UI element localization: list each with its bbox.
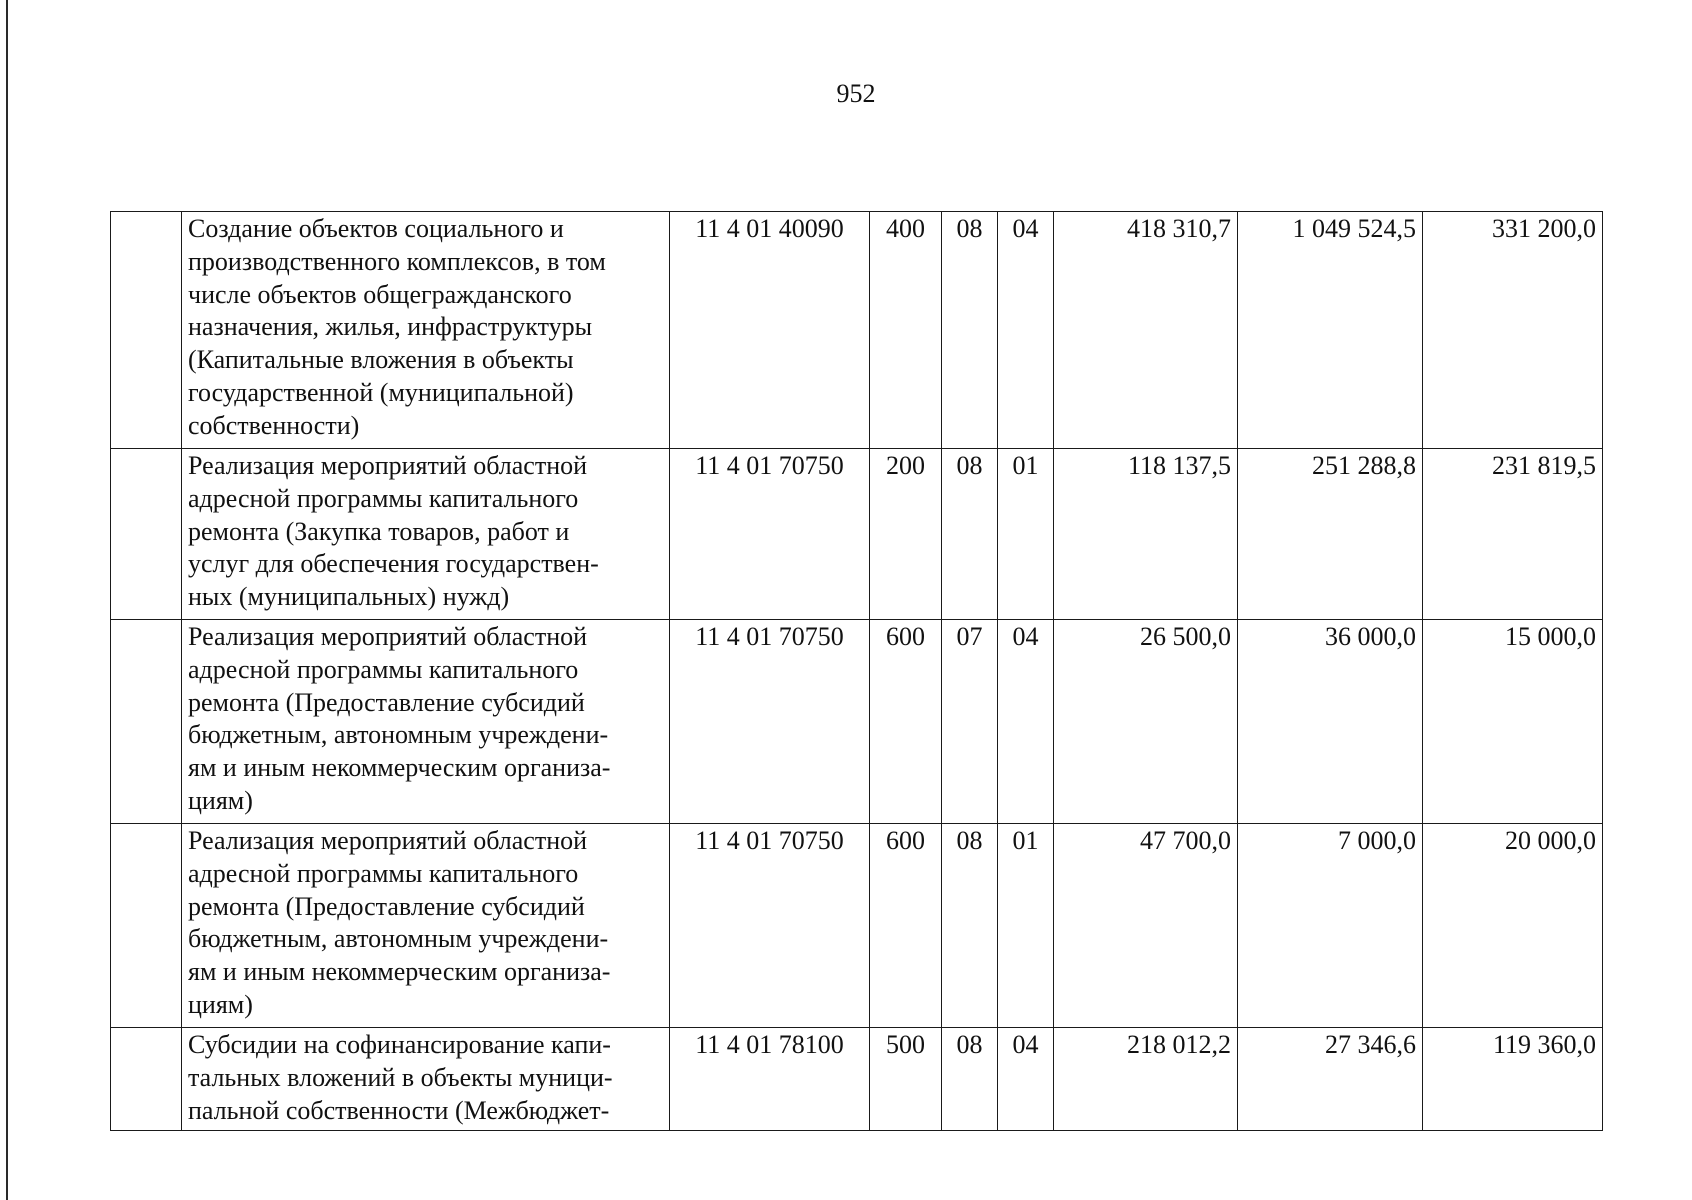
amount-year2-cell: 27 346,6 (1238, 1028, 1423, 1131)
section-cell: 08 (942, 212, 998, 449)
row-number-cell (111, 1028, 182, 1131)
section-cell: 08 (942, 1028, 998, 1131)
amount-year3-cell: 331 200,0 (1423, 212, 1603, 449)
row-number-cell (111, 449, 182, 620)
page-left-edge-line (6, 0, 8, 1200)
table-row (111, 824, 1603, 1028)
amount-year3-cell: 15 000,0 (1423, 620, 1603, 824)
expense-type-cell: 200 (870, 449, 942, 620)
table-row (111, 1028, 1603, 1131)
amount-year2-cell: 251 288,8 (1238, 449, 1423, 620)
subsection-cell: 01 (998, 449, 1054, 620)
target-article-code-cell: 11 4 01 70750 (670, 824, 870, 1028)
item-name-cell: Создание объектов социального и производственного комплексов, в том числе объектов общегражданского назначения, жилья, инфраструктуры (Капитальные вложения в объекты государственной (муниципальной) собственности) (182, 212, 670, 449)
target-article-code-cell: 11 4 01 40090 (670, 212, 870, 449)
subsection-cell: 04 (998, 1028, 1054, 1131)
target-article-code-cell: 11 4 01 70750 (670, 620, 870, 824)
section-cell: 07 (942, 620, 998, 824)
amount-year2-cell: 7 000,0 (1238, 824, 1423, 1028)
subsection-cell: 01 (998, 824, 1054, 1028)
item-name-cell: Субсидии на софинансирование капи- тальных вложений в объекты муници- пальной собственности (Межбюджет- (182, 1028, 670, 1131)
target-article-code-cell: 11 4 01 70750 (670, 449, 870, 620)
amount-year1-cell: 26 500,0 (1054, 620, 1238, 824)
amount-year1-cell: 47 700,0 (1054, 824, 1238, 1028)
page-number: 952 (836, 79, 876, 108)
item-name-cell: Реализация мероприятий областной адресной программы капитального ремонта (Предоставление субсидий бюджетным, автономным учреждени- ям и иным некоммерческим организа- циям) (182, 824, 670, 1028)
amount-year1-cell: 418 310,7 (1054, 212, 1238, 449)
item-name-cell: Реализация мероприятий областной адресной программы капитального ремонта (Предоставление субсидий бюджетным, автономным учреждени- ям и иным некоммерческим организа- циям) (182, 620, 670, 824)
row-number-cell (111, 824, 182, 1028)
expense-type-cell: 600 (870, 620, 942, 824)
amount-year3-cell: 119 360,0 (1423, 1028, 1603, 1131)
row-number-cell (111, 212, 182, 449)
amount-year1-cell: 218 012,2 (1054, 1028, 1238, 1131)
item-name-cell: Реализация мероприятий областной адресной программы капитального ремонта (Закупка товаров, работ и услуг для обеспечения государствен- ных (муниципальных) нужд) (182, 449, 670, 620)
expense-type-cell: 500 (870, 1028, 942, 1131)
section-cell: 08 (942, 449, 998, 620)
amount-year2-cell: 36 000,0 (1238, 620, 1423, 824)
expense-type-cell: 400 (870, 212, 942, 449)
subsection-cell: 04 (998, 620, 1054, 824)
amount-year2-cell: 1 049 524,5 (1238, 212, 1423, 449)
budget-table (110, 211, 1603, 1131)
amount-year3-cell: 231 819,5 (1423, 449, 1603, 620)
table-row (111, 620, 1603, 824)
subsection-cell: 04 (998, 212, 1054, 449)
row-number-cell (111, 620, 182, 824)
target-article-code-cell: 11 4 01 78100 (670, 1028, 870, 1131)
amount-year1-cell: 118 137,5 (1054, 449, 1238, 620)
amount-year3-cell: 20 000,0 (1423, 824, 1603, 1028)
section-cell: 08 (942, 824, 998, 1028)
expense-type-cell: 600 (870, 824, 942, 1028)
table-row (111, 449, 1603, 620)
table-row (111, 212, 1603, 449)
